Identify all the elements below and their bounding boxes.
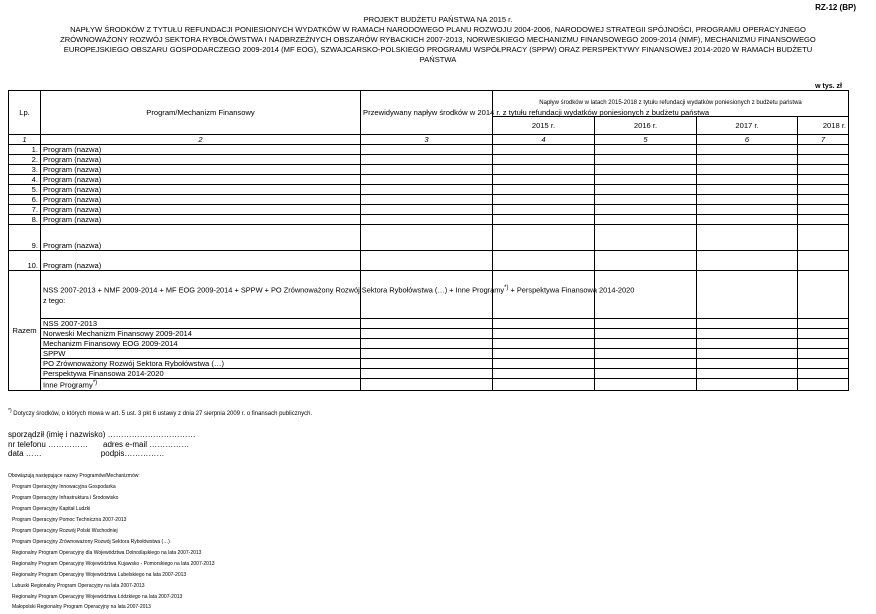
cell-empty[interactable] xyxy=(798,271,849,319)
column-number: 5 xyxy=(595,135,697,145)
prepared-by-field[interactable]: sporządził (imię i nazwisko) …………………………… xyxy=(8,430,196,439)
cell-empty[interactable] xyxy=(798,369,849,379)
cell-empty[interactable] xyxy=(798,145,849,155)
cell-empty[interactable] xyxy=(595,205,697,215)
table-row xyxy=(9,185,849,195)
breakdown-name xyxy=(41,379,361,391)
row-lp: 7. xyxy=(9,205,41,215)
cell-empty[interactable] xyxy=(361,329,493,339)
cell-empty[interactable] xyxy=(697,349,798,359)
cell-empty[interactable] xyxy=(361,205,493,215)
table-row xyxy=(9,195,849,205)
program-list-item: Program Operacyjny Zrównoważony Rozwój Sektora Rybołówstwa (…) xyxy=(12,539,170,545)
cell-empty[interactable] xyxy=(798,205,849,215)
cell-empty[interactable] xyxy=(595,195,697,205)
row-lp: 6. xyxy=(9,195,41,205)
column-number: 2 xyxy=(41,135,361,145)
header-year: 2017 r. xyxy=(697,117,798,135)
cell-empty[interactable] xyxy=(493,215,595,225)
cell-empty[interactable] xyxy=(595,175,697,185)
other-programs-mark: *) xyxy=(92,380,98,386)
cell-empty[interactable] xyxy=(697,165,798,175)
footnote xyxy=(8,408,312,417)
cell-empty[interactable] xyxy=(493,251,595,271)
breakdown-name: NSS 2007-2013 xyxy=(41,319,361,329)
row-lp: 5. xyxy=(9,185,41,195)
program-list-item: Program Operacyjny Pomoc Techniczna 2007-2013 xyxy=(12,517,127,523)
total-text: NSS 2007-2013 + NMF 2009-2014 + MF EOG 2009-2014 + SPPW + PO Zrównoważony Rozwój Sektora Rybołówstwa (…) + Inne Programy xyxy=(43,285,505,295)
row-name: Program (nazwa) xyxy=(41,155,361,165)
table-row xyxy=(9,225,849,251)
breakdown-row xyxy=(9,359,849,369)
cell-empty[interactable] xyxy=(798,379,849,391)
column-number: 7 xyxy=(798,135,849,145)
signature-block xyxy=(8,430,196,459)
cell-empty[interactable] xyxy=(697,205,798,215)
footnote-text: Dotyczy środków, o których mowa w art. 5 ust. 3 pkt 6 ustawy z dnia 27 sierpnia 2009 r. o finansach publicznych. xyxy=(13,411,313,417)
table-row xyxy=(9,145,849,155)
header-forecast: Przewidywany napływ środków w 2014 r. z tytułu refundacji wydatków poniesionych z budżetu państwa xyxy=(361,91,493,135)
row-name: Program (nazwa) xyxy=(41,195,361,205)
row-name: Program (nazwa) xyxy=(41,215,361,225)
cell-empty[interactable] xyxy=(798,349,849,359)
cell-empty[interactable] xyxy=(493,175,595,185)
column-number: 4 xyxy=(493,135,595,145)
cell-empty[interactable] xyxy=(798,215,849,225)
cell-empty[interactable] xyxy=(595,379,697,391)
cell-empty[interactable] xyxy=(595,349,697,359)
row-name: Program (nazwa) xyxy=(41,175,361,185)
cell-empty[interactable] xyxy=(493,185,595,195)
header-lp: Lp. xyxy=(9,91,41,135)
cell-empty[interactable] xyxy=(361,155,493,165)
cell-empty[interactable] xyxy=(361,225,493,251)
cell-empty[interactable] xyxy=(595,339,697,349)
breakdown-name: Perspektywa Finansowa 2014-2020 xyxy=(41,369,361,379)
cell-empty[interactable] xyxy=(595,251,697,271)
cell-empty[interactable] xyxy=(361,339,493,349)
cell-empty[interactable] xyxy=(361,251,493,271)
breakdown-name: Mechanizm Finansowy EOG 2009-2014 xyxy=(41,339,361,349)
cell-empty[interactable] xyxy=(697,251,798,271)
cell-empty[interactable] xyxy=(798,195,849,205)
cell-empty[interactable] xyxy=(798,155,849,165)
cell-empty[interactable] xyxy=(798,329,849,339)
program-list-item: Regionalny Program Operacyjny Województwa Lubelskiego na lata 2007-2013 xyxy=(12,572,187,578)
program-list-item: Program Operacyjny Rozwój Polski Wschodniej xyxy=(12,528,118,534)
row-lp: 2. xyxy=(9,155,41,165)
cell-empty[interactable] xyxy=(798,319,849,329)
other-programs-label: Inne Programy xyxy=(43,380,93,390)
row-lp: 4. xyxy=(9,175,41,185)
cell-empty[interactable] xyxy=(697,225,798,251)
cell-empty[interactable] xyxy=(697,379,798,391)
row-name: Program (nazwa) xyxy=(41,251,361,271)
cell-empty[interactable] xyxy=(595,359,697,369)
row-name: Program (nazwa) xyxy=(41,225,361,251)
total-row xyxy=(9,271,849,319)
title-line: PROJEKT BUDŻETU PAŃSTWA NA 2015 r. xyxy=(363,15,513,24)
cell-empty[interactable] xyxy=(361,379,493,391)
breakdown-row xyxy=(9,329,849,339)
row-lp: 8. xyxy=(9,215,41,225)
cell-empty[interactable] xyxy=(798,359,849,369)
cell-empty[interactable] xyxy=(798,185,849,195)
cell-empty[interactable] xyxy=(361,175,493,185)
row-lp: 10. xyxy=(9,251,41,271)
cell-empty[interactable] xyxy=(361,185,493,195)
cell-empty[interactable] xyxy=(361,195,493,205)
cell-empty[interactable] xyxy=(361,215,493,225)
cell-empty[interactable] xyxy=(361,145,493,155)
subtitle-line: ZRÓWNOWAŻONY ROZWÓJ SEKTORA RYBOŁÓWSTWA I NADBRZEŻNYCH OBSZARÓW RYBACKICH 2007-2013, NORWESKIEGO MECHANIZMU FINANSOWEGO 2009-2014 (NMF), MECHANIZMU FINANSOWEGO xyxy=(60,35,816,44)
cell-empty[interactable] xyxy=(697,329,798,339)
cell-empty[interactable] xyxy=(493,165,595,175)
header-inflow: Napływ środków w latach 2015-2018 z tytułu refundacji wydatków poniesionych z budżetu państwa xyxy=(493,91,849,117)
program-list-item: Regionalny Program Operacyjny Województwa Kujawsko - Pomorskiego na lata 2007-2013 xyxy=(12,561,215,567)
row-name: Program (nazwa) xyxy=(41,205,361,215)
table-row xyxy=(9,205,849,215)
z-tego-label: z tego: xyxy=(43,295,66,305)
table-row xyxy=(9,215,849,225)
cell-empty[interactable] xyxy=(697,195,798,205)
cell-empty[interactable] xyxy=(697,271,798,319)
breakdown-row xyxy=(9,369,849,379)
column-number: 3 xyxy=(361,135,493,145)
budget-table xyxy=(8,90,849,391)
cell-empty[interactable] xyxy=(493,339,595,349)
cell-empty[interactable] xyxy=(697,319,798,329)
cell-empty[interactable] xyxy=(361,319,493,329)
column-number: 1 xyxy=(9,135,41,145)
cell-empty[interactable] xyxy=(493,369,595,379)
cell-empty[interactable] xyxy=(798,225,849,251)
header-year: 2016 r. xyxy=(595,117,697,135)
cell-empty[interactable] xyxy=(798,251,849,271)
total-text-tail: + Perspektywa Finansowa 2014-2020 xyxy=(508,285,635,295)
cell-empty[interactable] xyxy=(595,225,697,251)
cell-empty[interactable] xyxy=(595,319,697,329)
header-program: Program/Mechanizm Finansowy xyxy=(41,91,361,135)
breakdown-name: PO Zrównoważony Rozwój Sektora Rybołówstwa (…) xyxy=(41,359,361,369)
cell-empty[interactable] xyxy=(361,359,493,369)
cell-empty[interactable] xyxy=(493,225,595,251)
cell-empty[interactable] xyxy=(697,175,798,185)
cell-empty[interactable] xyxy=(697,155,798,165)
cell-empty[interactable] xyxy=(493,145,595,155)
cell-empty[interactable] xyxy=(595,185,697,195)
cell-empty[interactable] xyxy=(493,155,595,165)
cell-empty[interactable] xyxy=(697,185,798,195)
cell-empty[interactable] xyxy=(595,165,697,175)
row-lp: 1. xyxy=(9,145,41,155)
program-list-item: Program Operacyjny Kapitał Ludzki xyxy=(12,506,91,512)
cell-empty[interactable] xyxy=(595,155,697,165)
cell-empty[interactable] xyxy=(595,329,697,339)
row-name: Program (nazwa) xyxy=(41,185,361,195)
cell-empty[interactable] xyxy=(493,349,595,359)
program-list-item: Małopolski Regionalny Program Operacyjny na lata 2007-2013 xyxy=(12,604,151,610)
cell-empty[interactable] xyxy=(595,369,697,379)
cell-empty[interactable] xyxy=(493,195,595,205)
subtitle-line: NAPŁYW ŚRODKÓW Z TYTUŁU REFUNDACJI PONIESIONYCH WYDATKÓW W RAMACH NARODOWEGO PLANU ROZWOJU 2004-2006, NARODOWEJ STRATEGII SPÓJNOŚCI, PROGRAMU OPERACYJNEGO xyxy=(70,25,806,34)
phone-field[interactable]: nr telefonu …………… xyxy=(8,439,89,449)
cell-empty[interactable] xyxy=(493,359,595,369)
column-number-row xyxy=(9,135,849,145)
breakdown-row xyxy=(9,339,849,349)
cell-empty[interactable] xyxy=(493,329,595,339)
row-name: Program (nazwa) xyxy=(41,165,361,175)
form-code: RZ-12 (BP) xyxy=(815,3,856,12)
cell-empty[interactable] xyxy=(697,145,798,155)
cell-empty[interactable] xyxy=(595,145,697,155)
date-field[interactable]: data …… xyxy=(8,449,42,458)
breakdown-row xyxy=(9,349,849,359)
cell-empty[interactable] xyxy=(697,359,798,369)
subtitle-line: EUROPEJSKIEGO OBSZARU GOSPODARCZEGO 2009-2014 (MF EOG), SZWAJCARSKO-POLSKIEGO PROGRAMU WSPÓŁPRACY (SPPW) ORAZ PERSPEKTYWY FINANSOWEJ 2014-2020 W RAMACH BUDŻETU xyxy=(63,45,813,54)
breakdown-row xyxy=(9,379,849,391)
cell-empty[interactable] xyxy=(493,319,595,329)
header-year: 2018 r. xyxy=(798,117,849,135)
table-row xyxy=(9,155,849,165)
signature-field[interactable]: podpis…………… xyxy=(100,449,165,458)
table-row xyxy=(9,251,849,271)
row-lp: 3. xyxy=(9,165,41,175)
cell-empty[interactable] xyxy=(697,339,798,349)
cell-empty[interactable] xyxy=(697,369,798,379)
total-note-mark: *) xyxy=(504,285,509,292)
table-row xyxy=(9,165,849,175)
cell-empty[interactable] xyxy=(361,349,493,359)
program-list-item: Regionalny Program Operacyjny Województwa Łódzkiego na lata 2007-2013 xyxy=(12,594,183,600)
cell-empty[interactable] xyxy=(697,215,798,225)
breakdown-row xyxy=(9,319,849,329)
program-list-item: Lubuski Regionalny Program Operacyjny na lata 2007-2013 xyxy=(12,583,145,589)
footnote-mark: *) xyxy=(8,408,12,414)
cell-empty[interactable] xyxy=(493,379,595,391)
cell-empty[interactable] xyxy=(798,339,849,349)
program-list-item: Program Operacyjny Infrastruktura i Środowisko xyxy=(12,495,119,501)
programs-heading: Obowiązują następujące nazwy Programów/Mechanizmów: xyxy=(8,473,140,479)
header-year: 2015 r. xyxy=(493,117,595,135)
program-list-item: Program Operacyjny Innowacyjna Gospodarka xyxy=(12,484,116,490)
total-label: Razem xyxy=(9,271,41,391)
cell-empty[interactable] xyxy=(798,165,849,175)
subtitle-line: PAŃSTWA xyxy=(419,55,457,64)
row-lp: 9. xyxy=(9,225,41,251)
breakdown-name: SPPW xyxy=(41,349,361,359)
cell-empty[interactable] xyxy=(361,369,493,379)
breakdown-name: Norweski Mechanizm Finansowy 2009-2014 xyxy=(41,329,361,339)
email-field[interactable]: adres e-mail …………… xyxy=(103,439,190,449)
column-number: 6 xyxy=(697,135,798,145)
row-name: Program (nazwa) xyxy=(41,145,361,155)
cell-empty[interactable] xyxy=(595,215,697,225)
total-description xyxy=(41,271,635,319)
cell-empty[interactable] xyxy=(493,205,595,215)
document-heading xyxy=(10,15,866,65)
cell-empty[interactable] xyxy=(798,175,849,185)
program-list-item: Regionalny Program Operacyjny dla Województwa Dolnośląskiego na lata 2007-2013 xyxy=(12,550,202,556)
cell-empty[interactable] xyxy=(361,165,493,175)
unit-label: w tys. zł xyxy=(815,83,842,90)
table-row xyxy=(9,175,849,185)
